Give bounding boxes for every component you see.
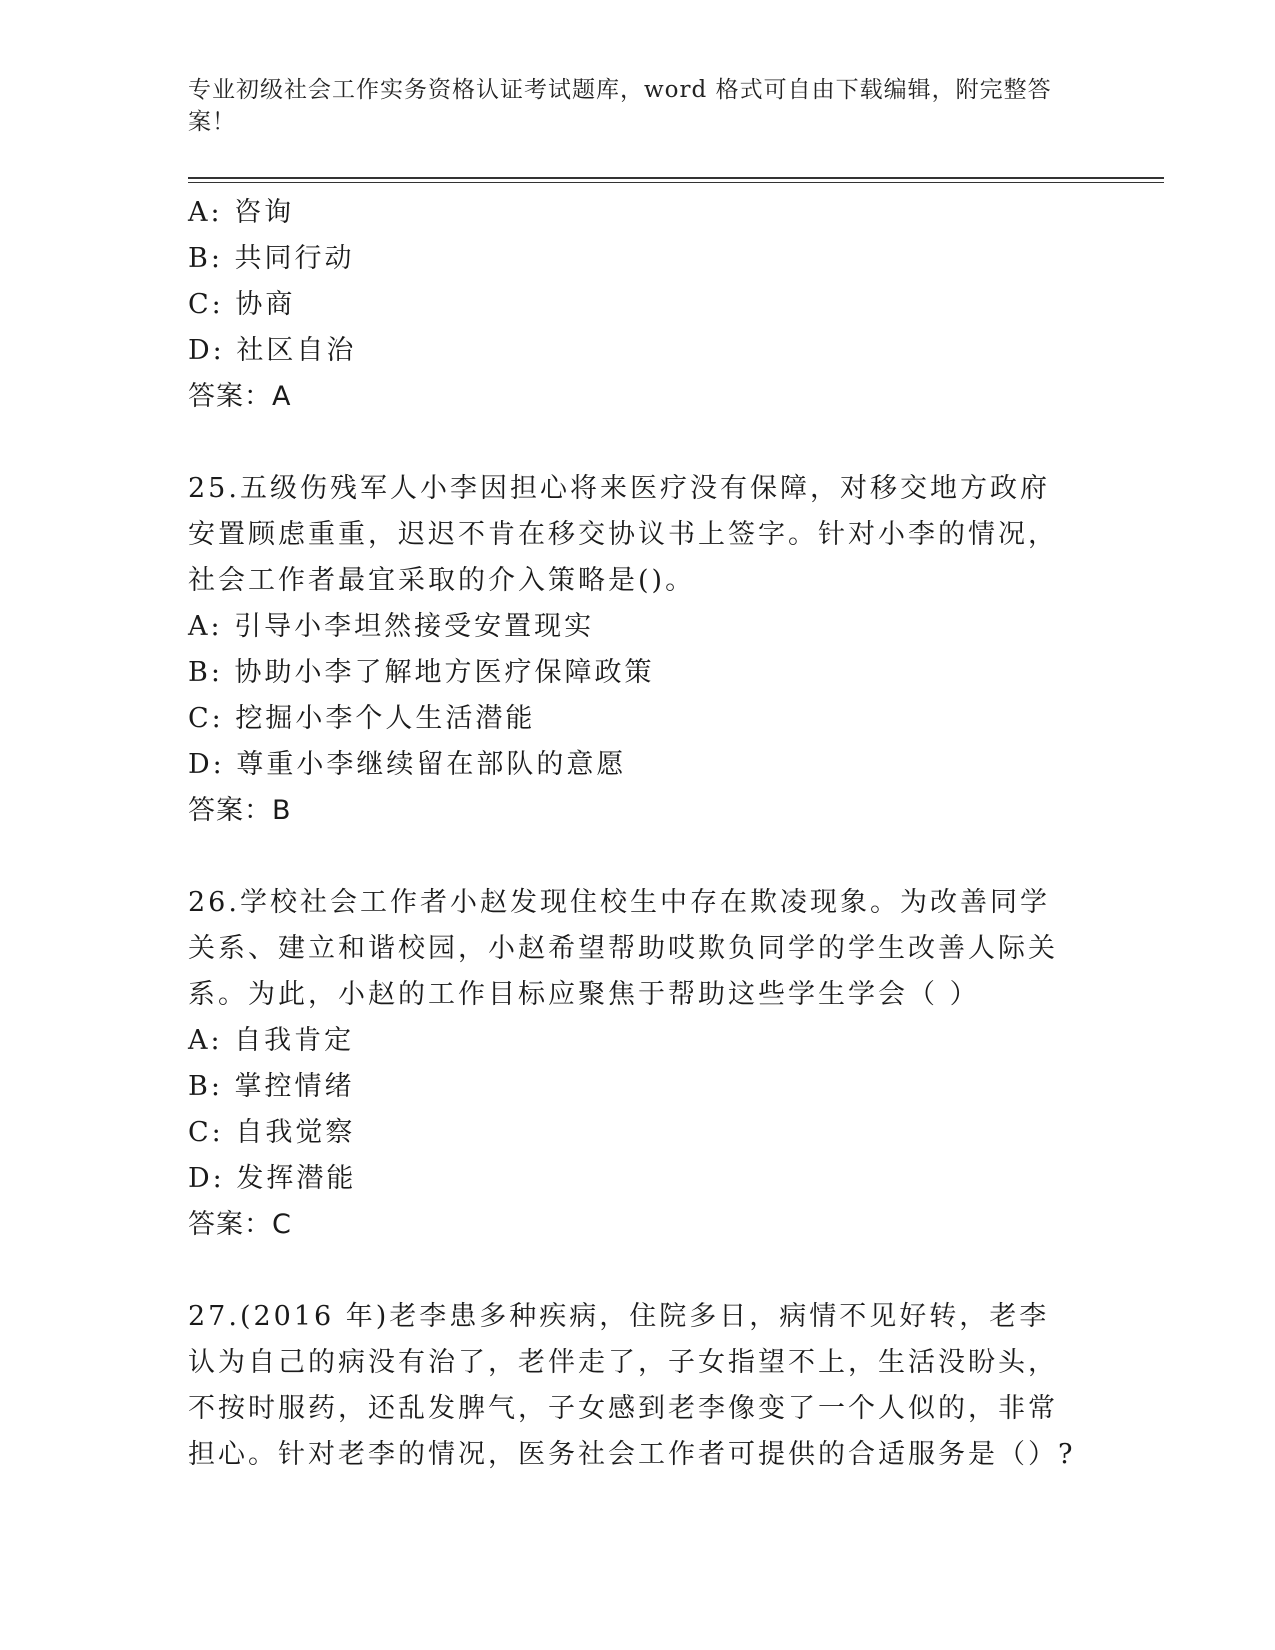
option-c: C: 协商 bbox=[188, 289, 296, 320]
header-divider-thick bbox=[188, 177, 1164, 179]
option-b: B: 掌控情绪 bbox=[188, 1071, 355, 1102]
question-text: 25.五级伤残军人小李因担心将来医疗没有保障，对移交地方政府安置顾虑重重，迟迟不肯在移交协议书上签字。针对小李的情况，社会工作者最宜采取的介入策略是()。 bbox=[188, 473, 1058, 596]
spacer bbox=[188, 1248, 1088, 1294]
option-a: A: 自我肯定 bbox=[188, 1025, 355, 1056]
option-d: D: 社区自治 bbox=[188, 335, 357, 366]
question-text: 26.学校社会工作者小赵发现住校生中存在欺凌现象。为改善同学关系、建立和谐校园，小赵希望帮助哎欺负同学的学生改善人际关系。为此，小赵的工作目标应聚焦于帮助这些学生学会（ ） bbox=[188, 887, 1058, 1010]
option-d: D: 尊重小李继续留在部队的意愿 bbox=[188, 749, 627, 780]
option-b: B: 共同行动 bbox=[188, 243, 355, 274]
question-block-26 bbox=[188, 880, 1088, 1248]
document-header: 专业初级社会工作实务资格认证考试题库，word 格式可自由下载编辑，附完整答案！ bbox=[188, 77, 1052, 135]
option-a: A: 咨询 bbox=[188, 197, 295, 228]
option-c: C: 自我觉察 bbox=[188, 1117, 356, 1148]
answer-line: 答案：B bbox=[188, 795, 292, 826]
question-block-24 bbox=[188, 190, 1088, 420]
option-d: D: 发挥潜能 bbox=[188, 1163, 357, 1194]
spacer bbox=[188, 834, 1088, 880]
option-b: B: 协助小李了解地方医疗保障政策 bbox=[188, 657, 655, 688]
spacer bbox=[188, 420, 1088, 466]
question-text: 27.(2016 年)老李患多种疾病，住院多日，病情不见好转，老李认为自己的病没有治了，老伴走了，子女指望不上，生活没盼头，不按时服药，还乱发脾气，子女感到老李像变了一个人似的，非常担心。针对老李的情况，医务社会工作者可提供的合适服务是（）? bbox=[188, 1301, 1076, 1470]
document-body bbox=[188, 190, 1088, 1478]
option-c: C: 挖掘小李个人生活潜能 bbox=[188, 703, 536, 734]
answer-line: 答案：A bbox=[188, 381, 292, 412]
answer-line: 答案：C bbox=[188, 1209, 292, 1240]
question-block-25 bbox=[188, 466, 1088, 834]
option-a: A: 引导小李坦然接受安置现实 bbox=[188, 611, 595, 642]
question-block-27 bbox=[188, 1294, 1088, 1478]
header-divider-thin bbox=[188, 182, 1164, 183]
